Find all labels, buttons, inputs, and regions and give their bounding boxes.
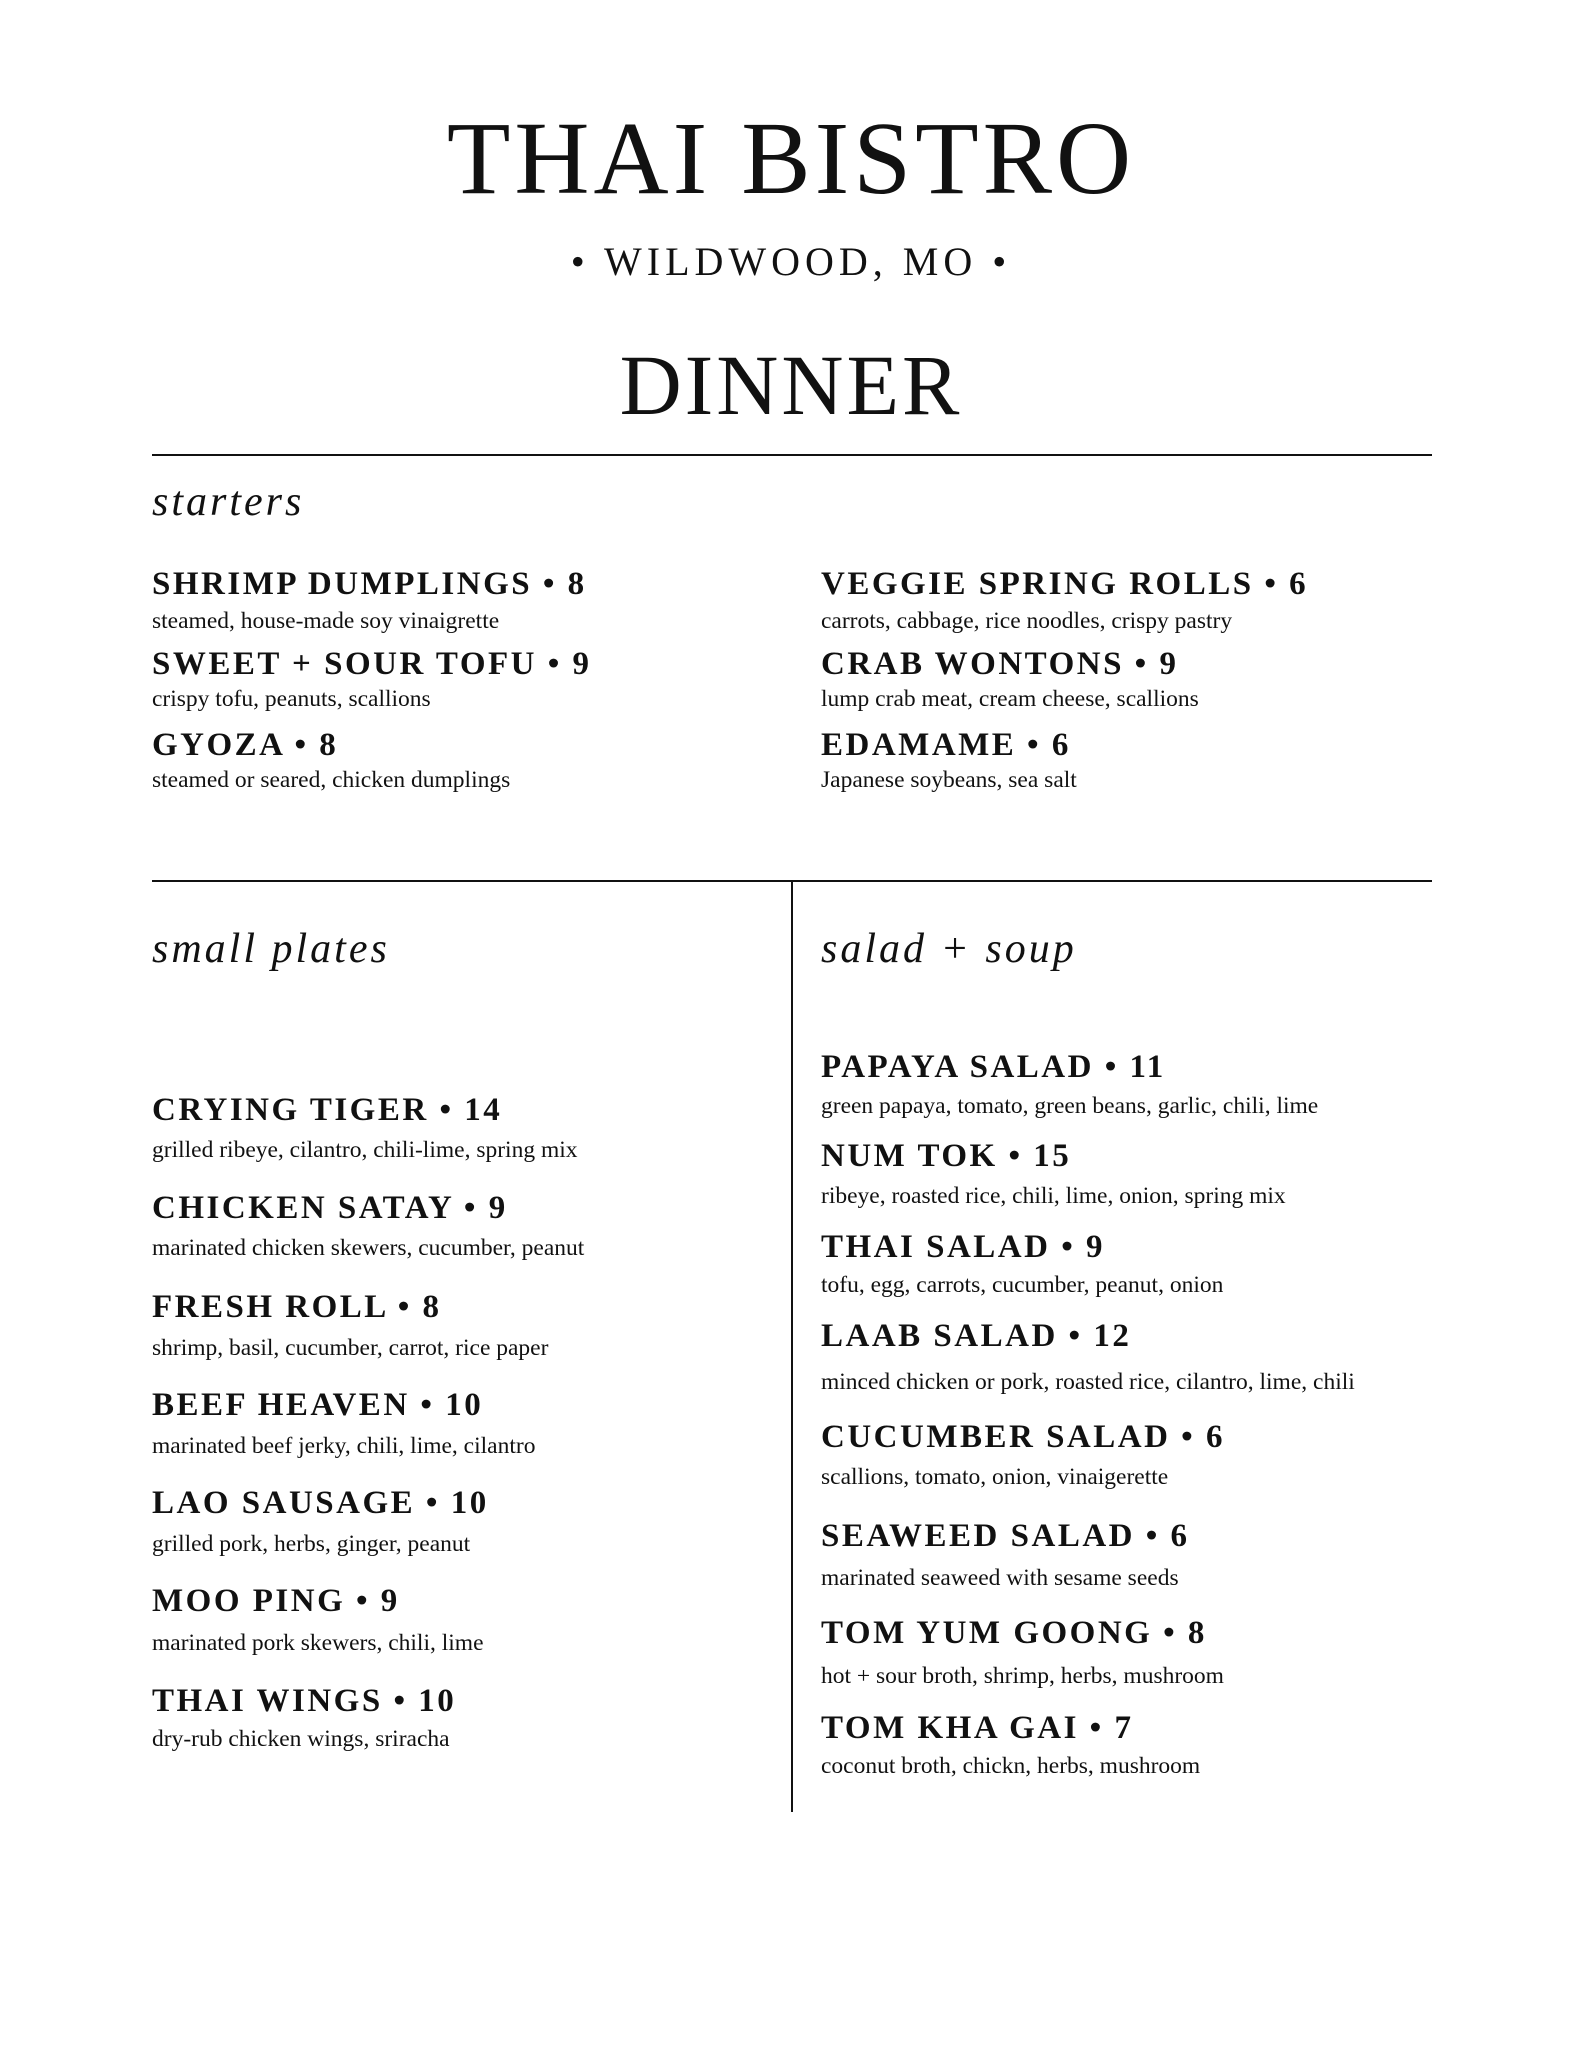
menu-item-description: coconut broth, chickn, herbs, mushroom (821, 1753, 1201, 1779)
menu-item-description: steamed, house-made soy vinaigrette (152, 608, 500, 634)
menu-item-description: green papaya, tomato, green beans, garlic, chili, lime (821, 1093, 1319, 1119)
section-title-starters: starters (152, 479, 305, 525)
menu-item-description: scallions, tomato, onion, vinaigerette (821, 1464, 1169, 1490)
menu-item-name: TOM YUM GOONG • 8 (821, 1615, 1207, 1651)
restaurant-name: THAI BISTRO (446, 101, 1136, 216)
menu-item-description: crispy tofu, peanuts, scallions (152, 686, 431, 712)
menu-item-description: hot + sour broth, shrimp, herbs, mushroom (821, 1663, 1224, 1689)
menu-item-name: NUM TOK • 15 (821, 1138, 1072, 1174)
menu-item-name: SEAWEED SALAD • 6 (821, 1518, 1190, 1554)
menu-item-name: CHICKEN SATAY • 9 (152, 1190, 508, 1226)
menu-item-description: shrimp, basil, cucumber, carrot, rice paper (152, 1335, 549, 1361)
menu-item-name: SWEET + SOUR TOFU • 9 (152, 646, 592, 682)
menu-item-name: TOM KHA GAI • 7 (821, 1710, 1134, 1746)
menu-item-name: CRAB WONTONS • 9 (821, 646, 1179, 682)
divider-top (152, 454, 1432, 456)
menu-item-name: SHRIMP DUMPLINGS • 8 (152, 566, 587, 602)
section-title-salad-soup: salad + soup (821, 926, 1077, 972)
menu-item-description: tofu, egg, carrots, cucumber, peanut, onion (821, 1272, 1224, 1298)
menu-item-description: carrots, cabbage, rice noodles, crispy pastry (821, 608, 1233, 634)
menu-item-description: lump crab meat, cream cheese, scallions (821, 686, 1199, 712)
menu-item-name: LAAB SALAD • 12 (821, 1318, 1132, 1354)
divider-vertical (791, 881, 793, 1812)
menu-item-description: marinated seaweed with sesame seeds (821, 1565, 1179, 1591)
menu-title: DINNER (619, 337, 963, 433)
menu-item-description: ribeye, roasted rice, chili, lime, onion, spring mix (821, 1183, 1286, 1209)
menu-item-name: PAPAYA SALAD • 11 (821, 1049, 1166, 1085)
section-title-small-plates: small plates (152, 926, 390, 972)
menu-item-name: MOO PING • 9 (152, 1583, 400, 1619)
menu-item-name: BEEF HEAVEN • 10 (152, 1387, 484, 1423)
menu-item-name: EDAMAME • 6 (821, 727, 1071, 763)
menu-item-description: steamed or seared, chicken dumplings (152, 767, 511, 793)
menu-item-name: THAI WINGS • 10 (152, 1683, 457, 1719)
menu-item-description: marinated pork skewers, chili, lime (152, 1630, 484, 1656)
menu-item-name: VEGGIE SPRING ROLLS • 6 (821, 566, 1309, 602)
menu-item-name: THAI SALAD • 9 (821, 1229, 1106, 1265)
menu-item-name: LAO SAUSAGE • 10 (152, 1485, 489, 1521)
menu-item-description: grilled ribeye, cilantro, chili-lime, spring mix (152, 1137, 578, 1163)
menu-item-description: Japanese soybeans, sea salt (821, 767, 1077, 793)
menu-item-description: marinated chicken skewers, cucumber, peanut (152, 1235, 585, 1261)
menu-item-name: CUCUMBER SALAD • 6 (821, 1419, 1225, 1455)
menu-item-name: CRYING TIGER • 14 (152, 1092, 503, 1128)
menu-item-name: FRESH ROLL • 8 (152, 1289, 442, 1325)
menu-item-description: marinated beef jerky, chili, lime, cilantro (152, 1433, 536, 1459)
restaurant-location: • WILDWOOD, MO • (570, 239, 1012, 284)
menu-item-description: grilled pork, herbs, ginger, peanut (152, 1531, 471, 1557)
menu-item-description: minced chicken or pork, roasted rice, cilantro, lime, chili (821, 1369, 1355, 1395)
menu-item-description: dry-rub chicken wings, sriracha (152, 1726, 450, 1752)
menu-item-name: GYOZA • 8 (152, 727, 339, 763)
